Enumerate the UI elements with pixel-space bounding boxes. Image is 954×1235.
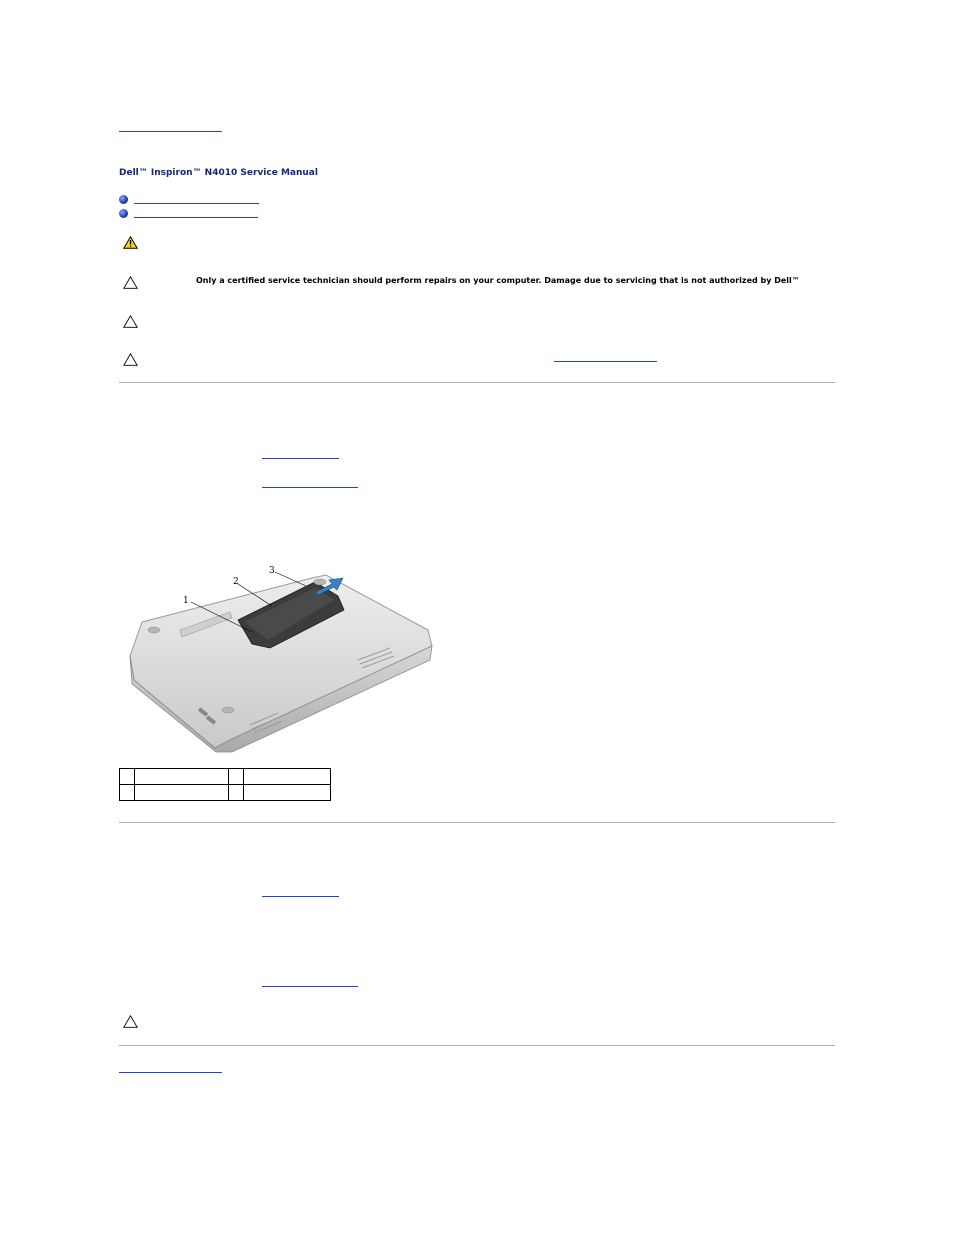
table-cell	[135, 769, 229, 785]
table-cell	[229, 785, 244, 801]
table-row	[120, 769, 331, 785]
before-you-begin-link[interactable]	[554, 361, 657, 362]
back-to-contents-link-bottom[interactable]	[119, 1072, 222, 1073]
table-cell	[135, 785, 229, 801]
page-title: Dell™ Inspiron™ N4010 Service Manual	[119, 168, 318, 178]
caution-icon	[123, 353, 138, 366]
back-to-contents-link-top[interactable]	[119, 131, 222, 132]
step-link[interactable]	[262, 487, 358, 488]
toc-link-removing[interactable]	[134, 203, 259, 204]
step-link[interactable]	[262, 458, 339, 459]
callout-3: 3	[269, 566, 275, 576]
step-link[interactable]	[262, 896, 339, 897]
blue-bullet-icon	[119, 195, 128, 204]
table-cell	[244, 769, 331, 785]
section-divider	[119, 822, 835, 823]
caution-icon	[123, 1015, 138, 1028]
step-link[interactable]	[262, 986, 358, 987]
callout-1: 1	[183, 596, 189, 606]
blue-bullet-icon	[119, 209, 128, 218]
table-cell	[229, 769, 244, 785]
table-row	[120, 785, 331, 801]
callout-table	[119, 768, 331, 801]
table-cell	[120, 769, 135, 785]
callout-2: 2	[233, 577, 239, 587]
laptop-module-cover-figure	[120, 560, 435, 755]
table-cell	[244, 785, 331, 801]
caution-icon	[123, 276, 138, 289]
toc-link-replacing[interactable]	[134, 217, 258, 218]
section-divider	[119, 382, 835, 383]
warning-icon	[123, 236, 138, 249]
section-divider	[119, 1045, 835, 1046]
table-cell	[120, 785, 135, 801]
caution-icon	[123, 315, 138, 328]
caution-text: Only a certified service technician should perform repairs on your computer. Damage due to servicing that is not authorized by Dell™	[196, 276, 800, 285]
